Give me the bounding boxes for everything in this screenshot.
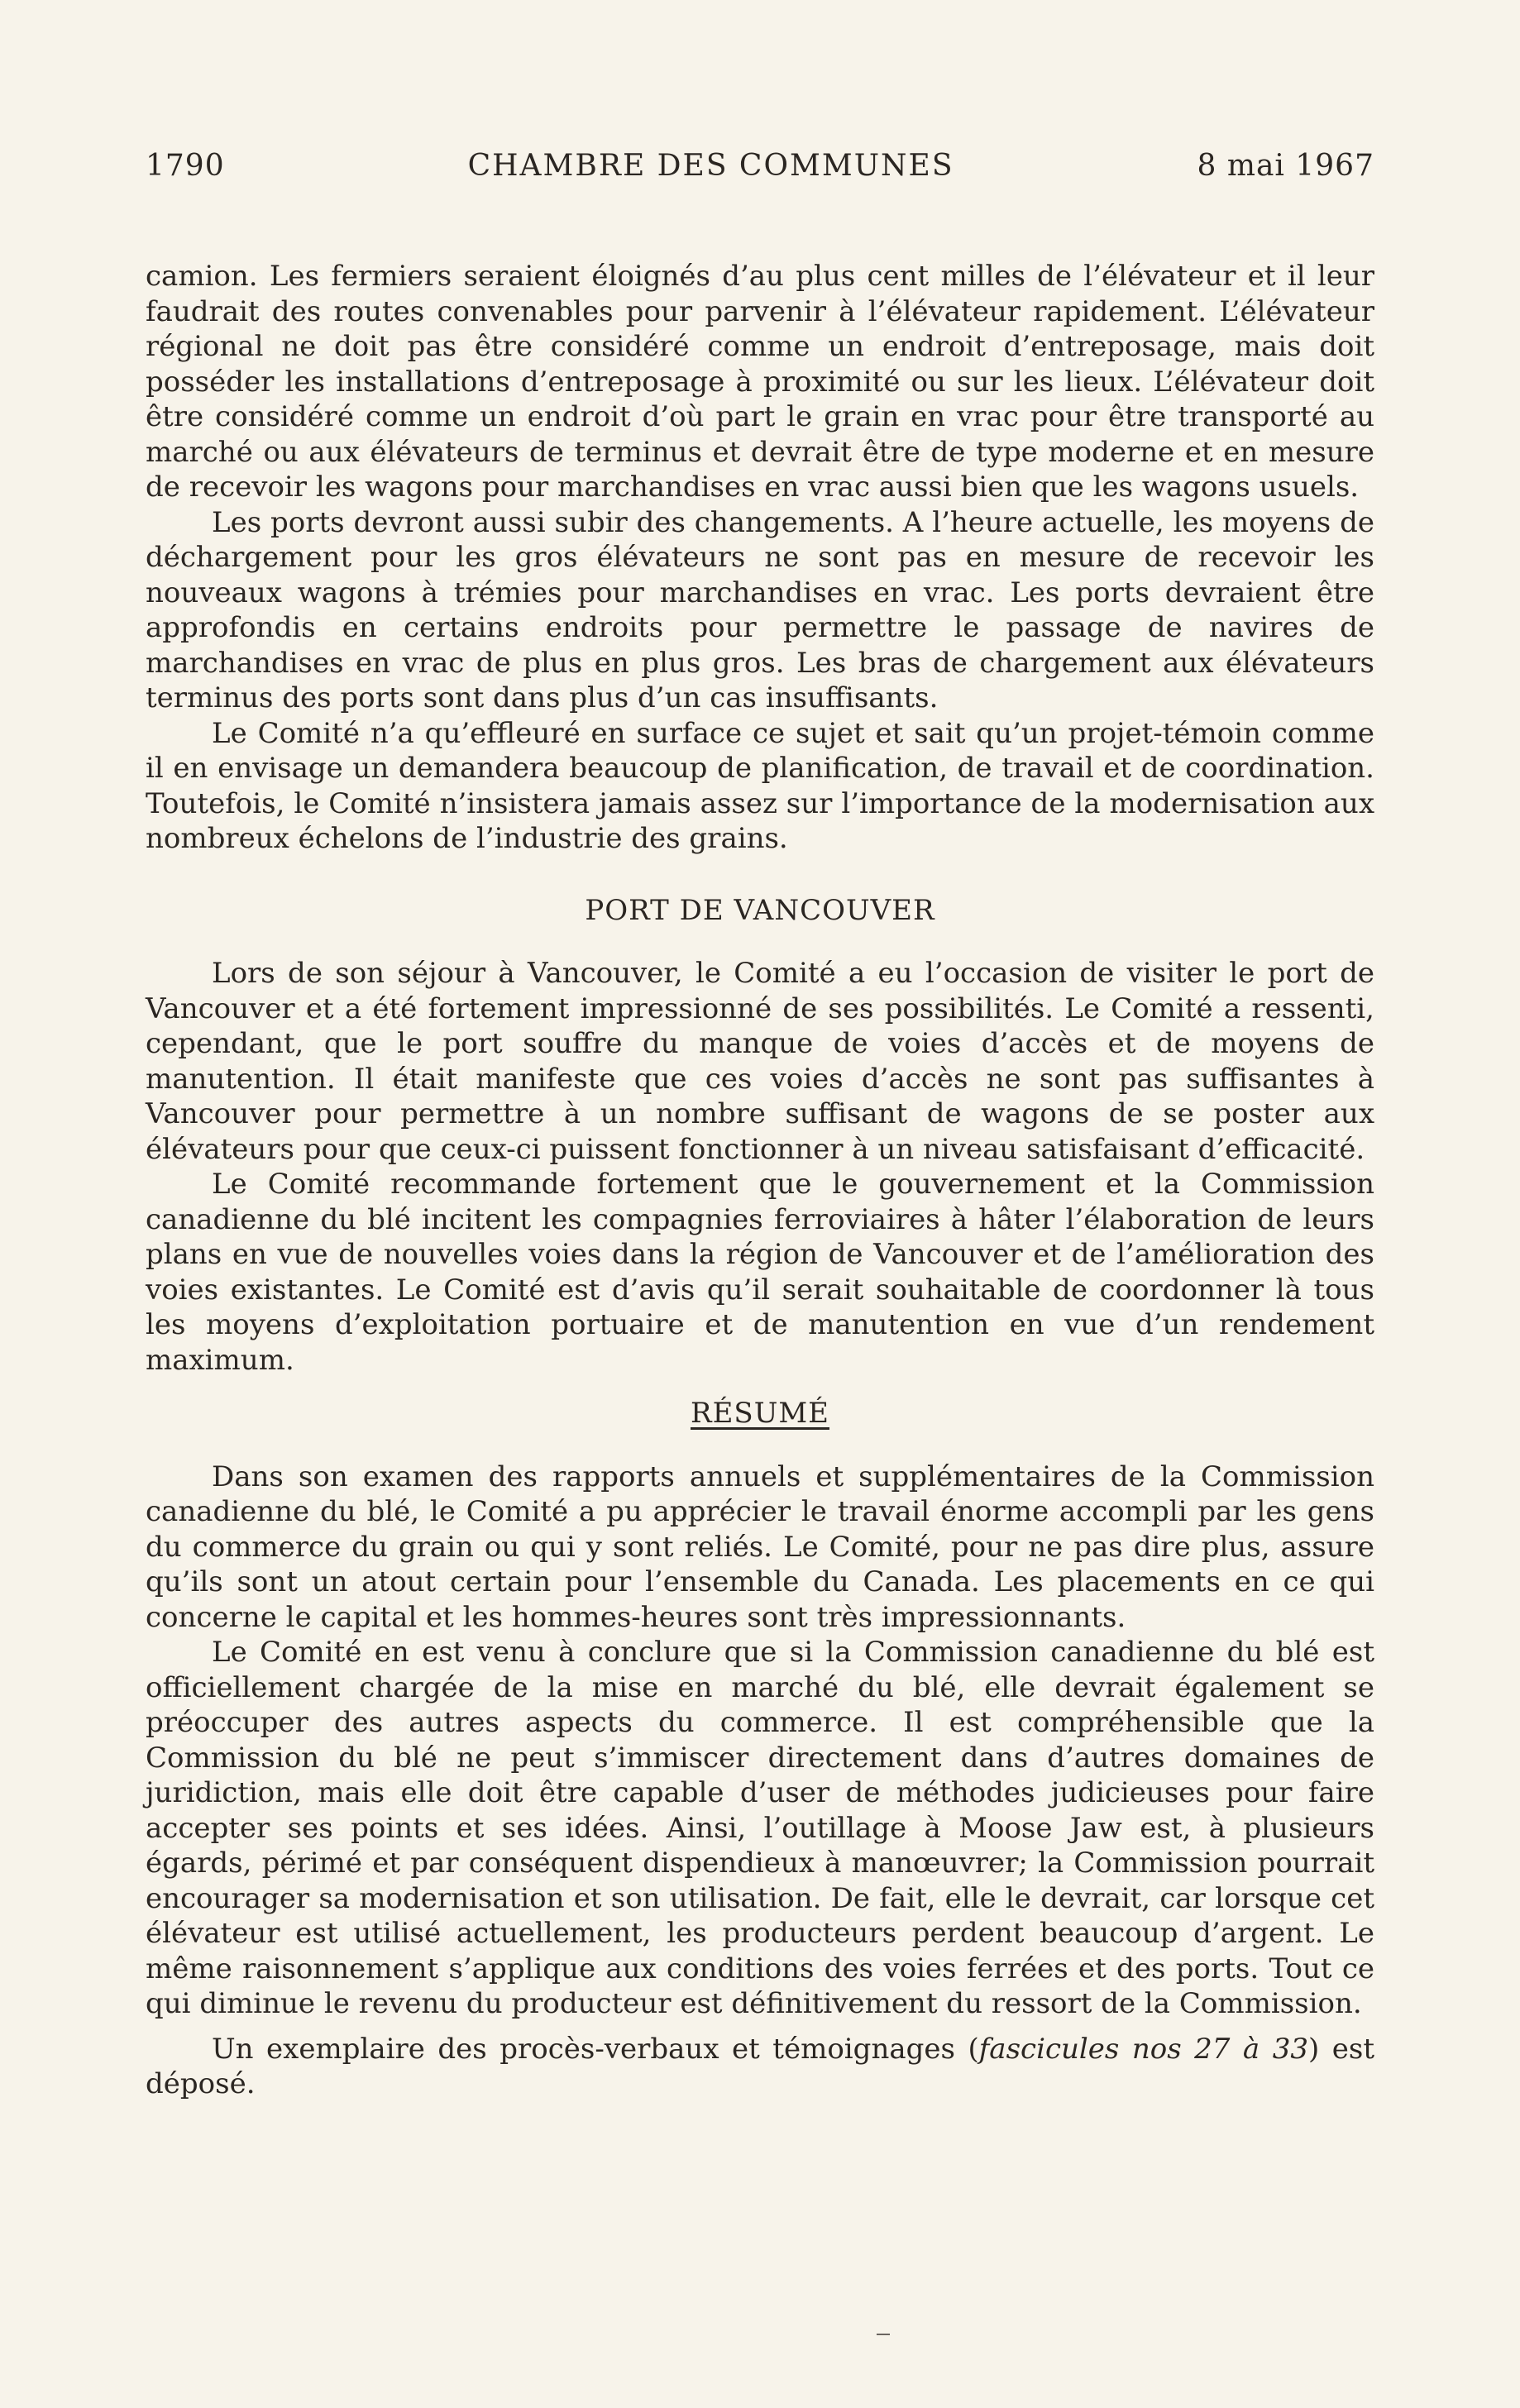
page-number: 1790: [146, 149, 225, 183]
paragraph: Le Comité n’a qu’effleuré en surface ce sujet et sait qu’un projet-témoin comme il en envisage un demandera beaucoup de planification, de travail et de coordination. Toutefois, le Comité n’insistera jamais assez sur l’importance de la modernisation aux nombreux échelons de l’industrie des grains.: [146, 716, 1374, 855]
paragraph: camion. Les fermiers seraient éloignés d’au plus cent milles de l’élévateur et il leur faudrait des routes convenables pour parvenir à l’élévateur rapidement. L’élévateur régional ne doit pas être considéré comme un endroit d’entreposage, mais doit posséder les installations d’entreposage à proximité ou sur les lieux. L’élévateur doit être considéré comme un endroit d’où part le grain en vrac pour être transporté au marché ou aux élévateurs de terminus et devrait être de type moderne et en mesure de recevoir les wagons pour marchandises en vrac aussi bien que les wagons usuels.: [146, 260, 1374, 504]
page-date: 8 mai 1967: [1197, 149, 1374, 183]
page-header: [146, 149, 1374, 183]
page-footer-mark: [877, 2334, 890, 2335]
document-body: [146, 259, 1374, 2102]
paragraph: Lors de son séjour à Vancouver, le Comité a eu l’occasion de visiter le port de Vancouver et a été fortement impressionné de ses possibilités. Le Comité a ressenti, cependant, que le port souffre du manque de voies d’accès et de moyens de manutention. Il était manifeste que ces voies d’accès ne sont pas suffisantes à Vancouver pour permettre à un nombre suffisant de wagons de se poster aux élévateurs pour que ceux-ci puissent fonctionner à un niveau satisfaisant d’efficacité.: [146, 957, 1374, 1166]
closing-text-end: ) est déposé.: [146, 2032, 1374, 2100]
document-page: [146, 149, 1374, 2102]
paragraph: Le Comité recommande fortement que le gouvernement et la Commission canadienne du blé incitent les compagnies ferroviaires à hâter l’élaboration de leurs plans en vue de nouvelles voies dans la région de Vancouver et de l’amélioration des voies existantes. Le Comité est d’avis qu’il serait souhaitable de coordonner là tous les moyens d’exploitation portuaire et de manutention en vue d’un rendement maximum.: [146, 1168, 1374, 1377]
paragraph: Les ports devront aussi subir des changements. A l’heure actuelle, les moyens de déchargement pour les gros élévateurs ne sont pas en mesure de recevoir les nouveaux wagons à trémies pour marchandises en vrac. Les ports devraient être approfondis en certains endroits pour permettre le passage de navires de marchandises en vrac de plus en plus gros. Les bras de chargement aux élévateurs terminus des ports sont dans plus d’un cas insuffisants.: [146, 505, 1374, 714]
paragraph: Le Comité en est venu à conclure que si la Commission canadienne du blé est officiellement chargée de la mise en marché du blé, elle devrait également se préoccuper des autres aspects du commerce. Il est compréhensible que la Commission du blé ne peut s’immiscer directement dans d’autres domaines de juridiction, mais elle doit être capable d’user de méthodes judicieuses pour faire accepter ses points et ses idées. Ainsi, l’outillage à Moose Jaw est, à plusieurs égards, périmé et par conséquent dispendieux à manœuvrer; la Commission pourrait encourager sa modernisation et son utilisation. De fait, elle le devrait, car lorsque cet élévateur est utilisé actuellement, les producteurs perdent beaucoup d’argent. Le même raisonnement s’applique aux conditions des voies ferrées et des ports. Tout ce qui diminue le revenu du producteur est définitivement du ressort de la Commission.: [146, 1636, 1374, 2020]
closing-citation: fascicules nos 27 à 33: [978, 2032, 1308, 2066]
closing-paragraph: [146, 2032, 1374, 2102]
section-heading-resume: RÉSUMÉ: [691, 1397, 829, 1430]
paragraph: Dans son examen des rapports annuels et supplémentaires de la Commission canadienne du blé, le Comité a pu apprécier le travail énorme accompli par les gens du commerce du grain ou qui y sont reliés. Le Comité, pour ne pas dire plus, assure qu’ils sont un atout certain pour l’ensemble du Canada. Les placements en ce qui concerne le capital et les hommes-heures sont très impressionnants.: [146, 1460, 1374, 1634]
closing-text: Un exemplaire des procès-verbaux et témoignages (: [212, 2032, 979, 2066]
page-title: CHAMBRE DES COMMUNES: [467, 149, 954, 183]
section-heading-vancouver: PORT DE VANCOUVER: [585, 893, 935, 927]
